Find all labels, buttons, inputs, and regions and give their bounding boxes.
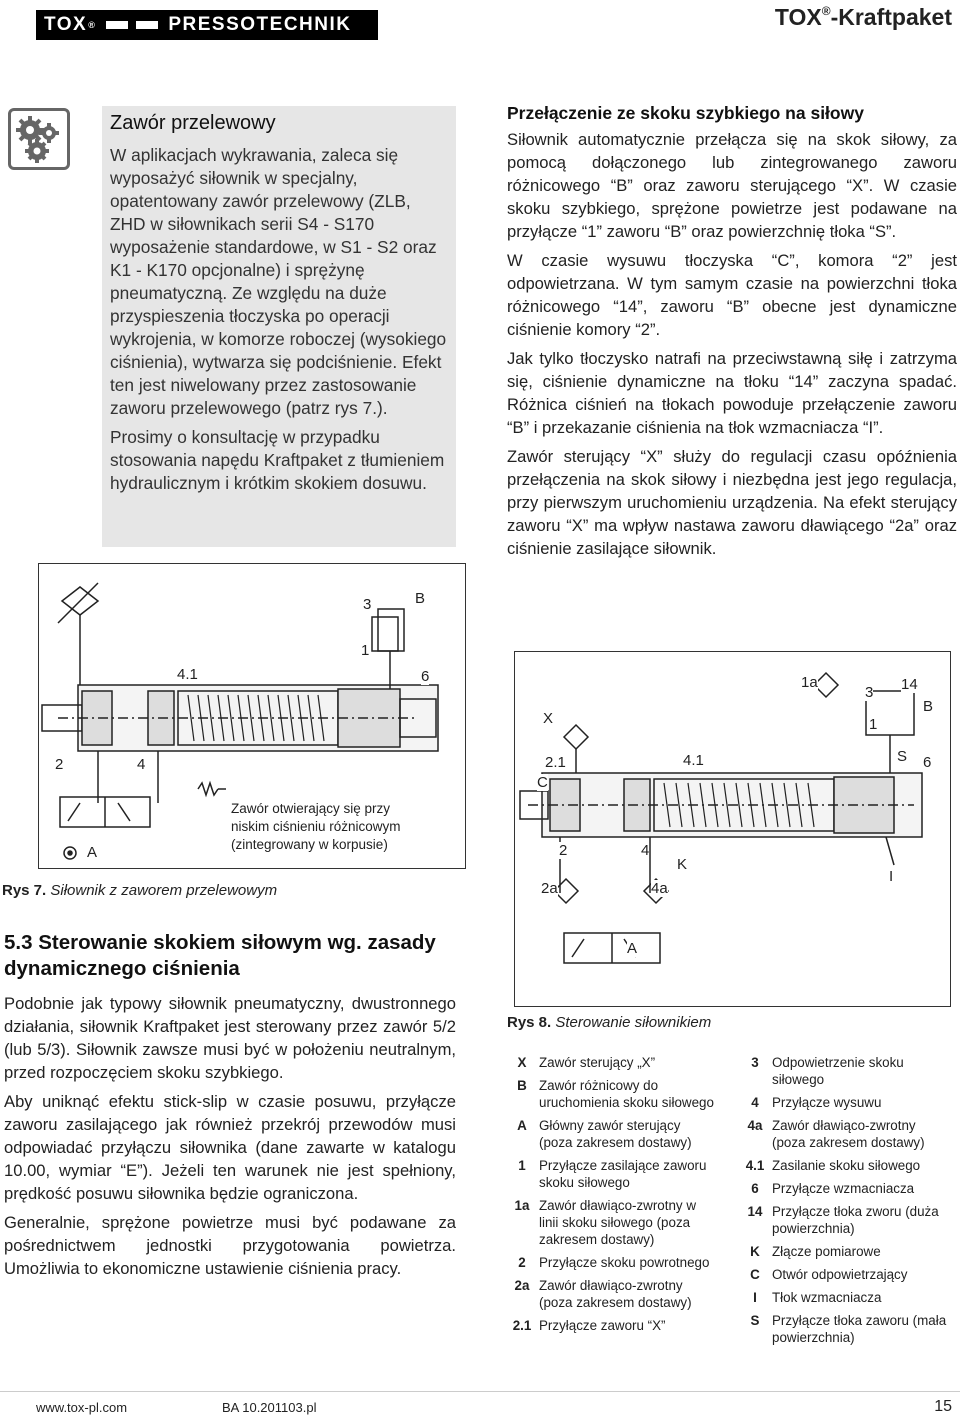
legend-entry [505,1117,715,1151]
section-paragraph: Generalnie, sprężone powietrze musi być podawane za pośrednictwem jednostki przygotowania powietrza. Umożliwia to ekonomiczne ustawienie ciśnienia pracy. [4,1213,456,1278]
legend-value: Zawór dławiąco-zwrotny (poza zakresem dostawy) [772,1118,925,1150]
fig8-label: 2a [541,880,558,897]
legend-key: 2 [518,1255,526,1270]
overflow-valve-paragraph: Prosimy o konsultację w przypadku stosowania napędu Kraftpaket z tłumieniem hydraulicznym i krótkim skokiem dosuwu. [110,427,445,493]
legend-entry [738,1266,948,1283]
legend-key: 4a [747,1118,763,1133]
legend-left [505,1054,715,1340]
switchover-section [507,103,957,566]
legend-value: Zawór dławiąco-zwrotny w linii skoku siłowego (poza zakresem dostawy) [539,1198,697,1247]
legend-entry [505,1317,715,1334]
legend-value: Przyłącze zasilające zaworu skoku siłowego [539,1158,707,1190]
legend-entry [505,1157,715,1191]
switchover-title: Przełączenie ze skoku szybkiego na siłowy [507,103,864,123]
legend-entry [505,1254,715,1271]
legend-key: S [750,1313,760,1328]
legend-value: Główny zawór sterujący (poza zakresem dostawy) [539,1118,692,1150]
legend-entry [738,1117,948,1151]
legend-value: Przyłącze zaworu “X” [539,1318,666,1333]
legend-value: Przyłącze tłoka zaworu (mała powierzchnia) [772,1313,947,1345]
legend-right [738,1054,948,1352]
legend-key: I [753,1290,757,1305]
legend-key: 6 [751,1181,759,1196]
legend-entry [738,1157,948,1174]
fig8-label: B [923,698,934,715]
fig7-label: 6 [421,668,430,685]
fig8-label: 6 [923,754,932,771]
product-title: TOX®-Kraftpaket [774,4,952,30]
overflow-valve-title: Zawór przelewowy [110,112,276,134]
fig8-label: X [543,710,554,727]
legend-entry [738,1180,948,1197]
legend-key: A [517,1118,527,1133]
legend-value: Przyłącze skoku powrotnego [539,1255,710,1270]
fig8-label: 1 [869,716,878,733]
gears-icon [8,108,70,170]
legend-entry [505,1077,715,1111]
legend-value: Zasilanie skoku siłowego [772,1158,921,1173]
legend-entry [505,1054,715,1071]
overflow-valve-box [102,106,456,547]
fig8-label: A [627,940,638,957]
fig7-label: 3 [363,596,372,613]
fig8-label: 2.1 [545,754,566,771]
fig7-label: 4.1 [177,666,198,683]
figure-7-caption: Rys 7. Siłownik z zaworem przelewowym [2,882,278,899]
fig8-label: S [897,748,908,765]
legend-value: Odpowietrzenie skoku siłowego [772,1055,904,1087]
logo-text: TOX [44,14,88,35]
legend-value: Zawór dławiąco-zwrotny (poza zakresem dostawy) [539,1278,692,1310]
legend-value: Przyłącze tłoka zworu (duża powierzchnia) [772,1204,939,1236]
legend-entry [505,1197,715,1248]
fig8-label: I [889,868,894,885]
legend-key: C [750,1267,760,1282]
figure-8-control-diagram [514,651,951,1007]
figure-7-cylinder-diagram [38,563,466,869]
section-paragraph: Aby uniknąć efektu stick-slip w czasie posuwu, przyłącze zaworu zasilającego jak również przekrój przewodów musi odpowiadać przyłączu siłownika (dane zawarte w katalogu 10.00, wymiar “E”). Jeżeli ten warunek nie jest spełniony, prędkość posuwu siłownika będzie ograniczona. [4,1092,456,1203]
footer-url: www.tox-pl.com [36,1400,128,1415]
legend-key: 3 [751,1055,759,1070]
legend-entry [738,1312,948,1346]
legend-value: Przyłącze wysuwu [772,1095,882,1110]
legend-entry [738,1243,948,1260]
legend-key: B [517,1078,527,1093]
footer-doc-id: BA 10.201103.pl [222,1400,317,1415]
legend-key: K [750,1244,760,1259]
fig7-label: 1 [361,642,370,659]
legend-key: 2.1 [512,1318,532,1333]
tox-logo: TOX ® PRESSOTECHNIK [36,10,378,40]
legend-entry [738,1094,948,1111]
legend-entry [738,1054,948,1088]
fig7-label: A [87,844,98,861]
legend-key: 14 [747,1204,763,1219]
fig8-label: K [677,856,688,873]
fig8-label: 14 [901,676,918,693]
fig8-label: 4a [651,880,668,897]
fig8-label: C [537,774,548,791]
fig7-label: B [415,590,426,607]
page-number: 15 [934,1398,952,1415]
legend-value: Przyłącze wzmacniacza [772,1181,915,1196]
switchover-paragraph: Zawór sterujący “X” służy do regulacji czasu opóźnienia przełączenia na skok siłowy i niezbędna jest jego regulacja, przy pierwszym uruchomieniu urządzenia. Na efekt sterujący zaworu “X” ma wpływ nastawa zaworu dławiącego “2a” oraz ciśnienie zasilające siłownik. [507,447,957,558]
legend-value: Zawór sterujący „X” [539,1055,656,1070]
section-5-3-title: 5.3 Sterowanie skokiem siłowym wg. zasady dynamicznego ciśnienia [4,931,436,980]
legend-key: 1a [514,1198,530,1213]
legend-value: Złącze pomiarowe [772,1244,881,1259]
legend-key: 2a [514,1278,530,1293]
legend-key: X [517,1055,527,1070]
legend-key: 1 [518,1158,526,1173]
overflow-valve-paragraph: W aplikacjach wykrawania, zaleca się wyposażyć siłownik w specjalny, opatentowany zawór przelewowy (ZLB, ZHD w siłownikach serii S4 - S170 wyposażenie standardowe, w S1 - S2 oraz K1 - K170 opcjonalne) i sprężynę pneumatyczną. Ze względu na duże przyspieszenia tłoczyska po operacji wykrojenia, w komorze roboczej (wysokiego ciśnienia), wytwarza się podciśnienie. Efekt ten jest niwelowany przez zastosowanie zaworu przelewowego (patrz rys 7.). [110,145,447,418]
switchover-paragraph: Jak tylko tłoczysko natrafi na przeciwstawną siłę i zatrzyma się, ciśnienie dynamiczne na tłoku “14” zaczyna spadać. Różnica ciśnień na tłokach powoduje przełączenie zaworu “B” i przekazanie ciśnienia na tłok wzmacniacza “I”. [507,349,957,437]
fig8-label: 4.1 [683,752,704,769]
legend-value: Otwór odpowietrzający [772,1267,908,1282]
legend-value: Zawór różnicowy do uruchomienia skoku siłowego [539,1078,714,1110]
fig7-label: 2 [55,756,64,773]
switchover-paragraph: W czasie wysuwu tłoczyska “C”, komora “2” jest odpowietrzana. W tym samym czasie na powierzchni tłoka różnicowego “14”, zaworu “B” obecne jest dynamiczne ciśnienie komory “2”. [507,251,957,339]
fig7-valve-note: Zawór otwierający się przy niskim ciśnieniu różnicowym (zintegrowany w korpusie) [231,800,431,854]
fig8-label: 4 [641,842,650,859]
switchover-paragraph: Siłownik automatycznie przełącza się na skok siłowy, za pomocą dołączonego lub zintegrowanego zaworu różnicowego “B” oraz zaworu sterującego “X”. W czasie skoku szybkiego, sprężone powietrze jest podawane na przyłącze “1” zaworu “B” oraz powierzchnię tłoka “S”. [507,130,957,241]
legend-key: 4.1 [745,1158,765,1173]
fig8-label: 2 [559,842,568,859]
fig7-label: 4 [137,756,146,773]
logo-sub: PRESSOTECHNIK [168,14,352,35]
legend-entry [738,1289,948,1306]
fig8-label: 3 [865,684,874,701]
fig8-label: 1a [801,674,818,691]
footer-divider [0,1391,960,1392]
legend-value: Tłok wzmacniacza [772,1290,882,1305]
legend-entry [505,1277,715,1311]
legend-key: 4 [751,1095,759,1110]
legend-entry [738,1203,948,1237]
section-paragraph: Podobnie jak typowy siłownik pneumatyczny, dwustronnego działania, siłownik Kraftpaket jest sterowany przez zawór 5/2 (lub 5/3). Siłownik zawsze musi być w położeniu neutralnym, przed rozpoczęciem skoku szybkiego. [4,994,456,1082]
figure-8-caption: Rys 8. Sterowanie siłownikiem [507,1014,712,1031]
section-5-3 [4,930,456,1286]
logo-mark-icon [106,20,158,30]
